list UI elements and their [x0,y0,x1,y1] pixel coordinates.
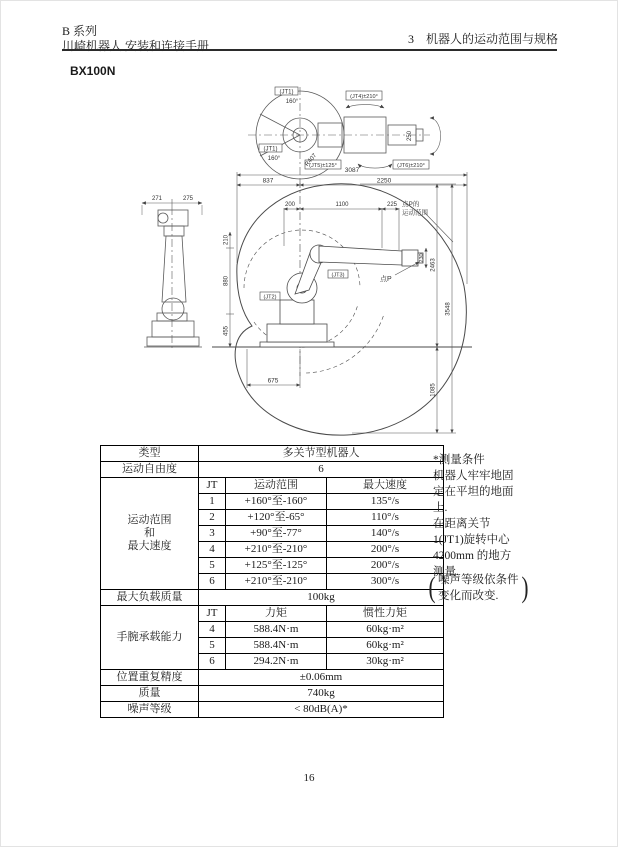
side-view [142,199,202,350]
jt-header: JT [199,478,226,494]
wrist-inertia: 60kg·m² [327,638,444,654]
series-title: B 系列 [62,24,98,38]
joint-range: +90°至-77° [226,526,327,542]
joint-number: 2 [199,510,226,526]
jt5-range-label: (JT5)±125° [309,162,337,169]
note-line: 1(JT1)旋转中心 [433,534,510,546]
table-row [101,670,444,686]
joint-speed: 135°/s [327,494,444,510]
speed-header: 最大速度 [327,478,444,494]
mass-value: 740kg [199,686,444,702]
jt1-bottom-angle-label: 160° [267,156,281,162]
joint-speed: 110°/s [327,510,444,526]
note-line: 测量. [433,566,459,578]
payload-value: 100kg [199,590,444,606]
repeatability-label: 位置重复精度 [101,670,199,686]
manual-title: 川崎机器人 安装和连接手册 [62,39,210,53]
table-row [101,590,444,606]
measurement-note-title: *测量条件 [433,454,485,466]
table-row [101,478,444,494]
joint-range: +120°至-65° [226,510,327,526]
mass-label: 质量 [101,686,199,702]
noise-note-body [437,572,520,604]
table-row [101,446,444,462]
note-line: 机器人牢牢地固 [433,470,514,482]
joint-range: +210°至-210° [226,574,327,590]
dim-3087-label: 3087 [344,167,360,174]
wrist-torque: 588.4N·m [226,638,327,654]
table-row [101,702,444,718]
payload-label: 最大负载质量 [101,590,199,606]
joint-speed: 200°/s [327,558,444,574]
measurement-note [433,452,555,580]
table-row [101,462,444,478]
joint-number: 6 [199,574,226,590]
dim-455-label: 455 [223,325,230,337]
chapter-title: 3 机器人的运动范围与规格 [407,32,558,46]
joint-speed: 140°/s [327,526,444,542]
jt6-range-label: (JT6)±210° [397,162,425,169]
wrist-joint-number: 4 [199,622,226,638]
header-rule [62,49,557,51]
wrist-joint-number: 6 [199,654,226,670]
wrist-jt-header: JT [199,606,226,622]
noise-condition-note [427,572,530,604]
dim-837-label: 837 [262,177,274,185]
side-dim-271-label: 271 [151,196,163,202]
torque-header: 力矩 [226,606,327,622]
wrist-torque: 588.4N·m [226,622,327,638]
dim-1085-label: 1085 [430,383,437,397]
open-paren: ( [428,571,436,604]
point-p-label: 点P [380,276,392,283]
jt4-range-label: (JT4)±210° [350,93,378,100]
note-line: 定在平坦的地面 [433,486,514,498]
specification-table [100,445,444,718]
page-number: 16 [303,772,315,784]
joint-number: 5 [199,558,226,574]
dim-230-label: 230 [419,253,425,263]
joint-range: +125°至-125° [226,558,327,574]
robot-motion-range-drawing [62,84,502,446]
wrist-torque: 294.2N·m [226,654,327,670]
joint-range: +160°至-160° [226,494,327,510]
close-paren: ) [521,571,528,604]
joint-speed: 200°/s [327,542,444,558]
dim-2250-label: 2250 [376,177,392,185]
plan-wrist-dim-label: 250 [407,130,413,142]
noise-note-line2: 变化而改变. [438,590,499,602]
note-line: 上. [433,502,448,514]
motion-range-speed-label [101,478,199,590]
inertia-header: 惯性力矩 [327,606,444,622]
joint-number: 3 [199,526,226,542]
noise-note-line1: 噪声等级依条件 [438,574,519,586]
type-label: 类型 [101,446,199,462]
wrist-joint-number: 5 [199,638,226,654]
repeatability-value: ±0.06mm [199,670,444,686]
dof-value: 6 [199,462,444,478]
wrist-inertia: 30kg·m² [327,654,444,670]
wrist-capacity-label: 手腕承载能力 [101,606,199,670]
note-line: 4200mm 的地方 [433,550,512,562]
jt1-top-angle-label: 160° [285,99,299,105]
r407-label: R407 [304,152,319,168]
dim-675-label: 675 [267,377,279,385]
dim-225-label: 225 [386,202,398,208]
motion-label-line2: 和 [144,527,155,539]
motion-label-line3: 最大速度 [127,540,172,552]
front-view-labels [224,167,452,397]
point-p-range-line2: 运动范围 [402,209,428,217]
jt1-bottom-box-label: (JT1) [263,146,278,153]
type-value: 多关节型机器人 [199,446,444,462]
joint-range: +210°至-210° [226,542,327,558]
table-row [101,606,444,622]
dim-2463-label: 2463 [430,258,437,272]
joint-speed: 300°/s [327,574,444,590]
joint-number: 4 [199,542,226,558]
dim-210-label: 210 [223,234,230,246]
dim-880-label: 880 [223,275,230,287]
noise-value: < 80dB(A)* [199,702,444,718]
jt2-box-label: (JT2) [263,294,277,301]
model-name: BX100N [70,64,116,78]
jt1-top-box-label: (JT1) [279,89,294,96]
motion-label-line1: 运动范围 [127,514,172,526]
jt3-box-label: (JT3) [331,272,345,279]
joint-number: 1 [199,494,226,510]
dim-3548-label: 3548 [445,302,452,316]
dof-label: 运动自由度 [101,462,199,478]
range-header: 运动范围 [226,478,327,494]
dim-200-label: 200 [284,202,296,208]
side-view-labels [152,196,194,202]
point-p-range-line1: 点P的 [402,201,420,208]
dim-1100-label: 1100 [335,202,349,208]
wrist-inertia: 60kg·m² [327,622,444,638]
note-line: 在距离关节 [433,518,491,530]
side-dim-275-label: 275 [182,196,194,202]
table-row [101,686,444,702]
noise-label: 噪声等级 [101,702,199,718]
